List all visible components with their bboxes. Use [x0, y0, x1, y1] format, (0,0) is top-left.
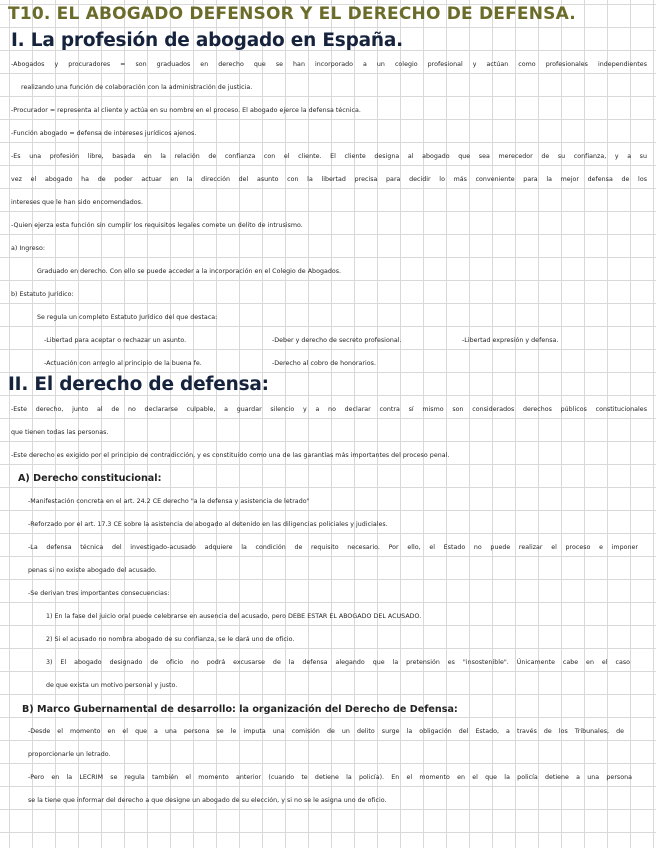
- paragraph-intrusismo: -Quien ejerza esta función sin cumplir los requisitos legales comete un delito de intrusismo.: [11, 222, 303, 229]
- list-item: -Derecho al cobro de honorarios.: [272, 360, 376, 367]
- consecuencia-item-line2: de que exista un motivo personal y justo.: [46, 682, 178, 689]
- paragraph-lecrim-line2: se la tiene que informar del derecho a que designe un abogado de su elección, y si no se le asigna uno de oficio.: [28, 797, 387, 804]
- estatuto-text: Se regula un completo Estatuto Jurídico del que destaca:: [37, 314, 218, 321]
- paragraph-defensa-tecnica-line1: -La defensa técnica del investigado-acusado adquiere la condición de requisito necesario. Por ello, el Estado no puede realizar el proceso e imponer: [28, 544, 638, 551]
- subheading-marco-gubernamental: B) Marco Gubernamental de desarrollo: la organización del Derecho de Defensa:: [22, 704, 458, 715]
- consecuencia-item: 2) Si el acusado no nombra abogado de su confianza, se le dará uno de oficio.: [46, 636, 295, 643]
- section-heading-profesion: I. La profesión de abogado en España.: [11, 30, 404, 51]
- list-item: -Actuación con arreglo al principio de la buena fe.: [44, 360, 202, 367]
- paragraph-obligacion-estado-line1: -Desde el momento en el que a una persona se le imputa una comisión de un delito surge la obligación del Estado, a través de los Tribunales, de: [28, 728, 624, 735]
- paragraph-consecuencias: -Se derivan tres importantes consecuencias:: [28, 590, 170, 597]
- list-item: -Deber y derecho de secreto profesional.: [272, 337, 402, 344]
- consecuencia-item: 1) En la fase del juicio oral puede celebrarse en ausencia del acusado, pero DEBE ESTAR EL ABOGADO DEL ACUSADO.: [46, 613, 422, 620]
- consecuencia-item-line1: 3) El abogado designado de oficio no podrá excusarse de la defensa alegando que la pretensión es "insostenible". Únicamente cabe en el caso: [46, 659, 630, 666]
- paragraph-profesion-libre-line1: -Es una profesión libre, basada en la relación de confianza con el cliente. El cliente designa al abogado que sea merecedor de su confianza, y a su: [11, 153, 647, 160]
- paragraph-defensa-tecnica-line2: penas si no existe abogado del acusado.: [28, 567, 157, 574]
- estatuto-label: b) Estatuto Jurídico:: [11, 291, 74, 298]
- paragraph-derecho-line1: -Este derecho, junto al de no declararse culpable, a guardar silencio y a no declarar contra sí mismo son considerados derechos públicos constitucionales: [11, 406, 647, 413]
- paragraph-profesion-libre-line2: vez el abogado ha de poder actuar en la dirección del asunto con la libertad precisa para decidir lo más conveniente para la mejor defensa de los: [11, 176, 647, 183]
- paragraph-funcion-abogado: -Función abogado = defensa de intereses jurídicos ajenos.: [11, 130, 197, 137]
- paragraph-contradiccion: -Este derecho es exigido por el principio de contradicción, y es constituido como una de las garantías más importantes del proceso penal.: [11, 452, 450, 459]
- subheading-derecho-constitucional: A) Derecho constitucional:: [18, 473, 162, 484]
- section-heading-derecho-defensa: II. El derecho de defensa:: [8, 374, 269, 395]
- paragraph-derecho-line2: que tienen todas las personas.: [11, 429, 109, 436]
- paragraph-abogados-line1: -Abogados y procuradores = son graduados en derecho que se han incorporado a un colegio profesional y actúan como profesionales independientes: [11, 61, 647, 68]
- paragraph-procurador: -Procurador = representa al cliente y actúa en su nombre en el proceso. El abogado ejerce la defensa técnica.: [11, 107, 361, 114]
- paragraph-art-17: -Reforzado por el art. 17.3 CE sobre la asistencia de abogado al detenido en las diligencias policiales y judiciales.: [28, 521, 388, 528]
- list-item: -Libertad expresión y defensa.: [462, 337, 559, 344]
- ingreso-text: Graduado en derecho. Con ello se puede acceder a la incorporación en el Colegio de Abogados.: [37, 268, 342, 275]
- paragraph-obligacion-estado-line2: proporcionarle un letrado.: [28, 751, 111, 758]
- paragraph-abogados-line2: realizando una función de colaboración con la administración de justicia.: [21, 84, 253, 91]
- paragraph-lecrim-line1: -Pero en la LECRIM se regula también el momento anterior (cuando te detiene la policía). En el momento en el que la policía detiene a una persona: [28, 774, 632, 781]
- ingreso-label: a) Ingreso:: [11, 245, 45, 252]
- list-item: -Libertad para aceptar o rechazar un asunto.: [44, 337, 187, 344]
- page-title: T10. EL ABOGADO DEFENSOR Y EL DERECHO DE DEFENSA.: [8, 4, 576, 24]
- paragraph-art-24: -Manifestación concreta en el art. 24.2 CE derecho "a la defensa y asistencia de letrado": [28, 498, 310, 505]
- paragraph-profesion-libre-line3: intereses que le han sido encomendados.: [11, 199, 144, 206]
